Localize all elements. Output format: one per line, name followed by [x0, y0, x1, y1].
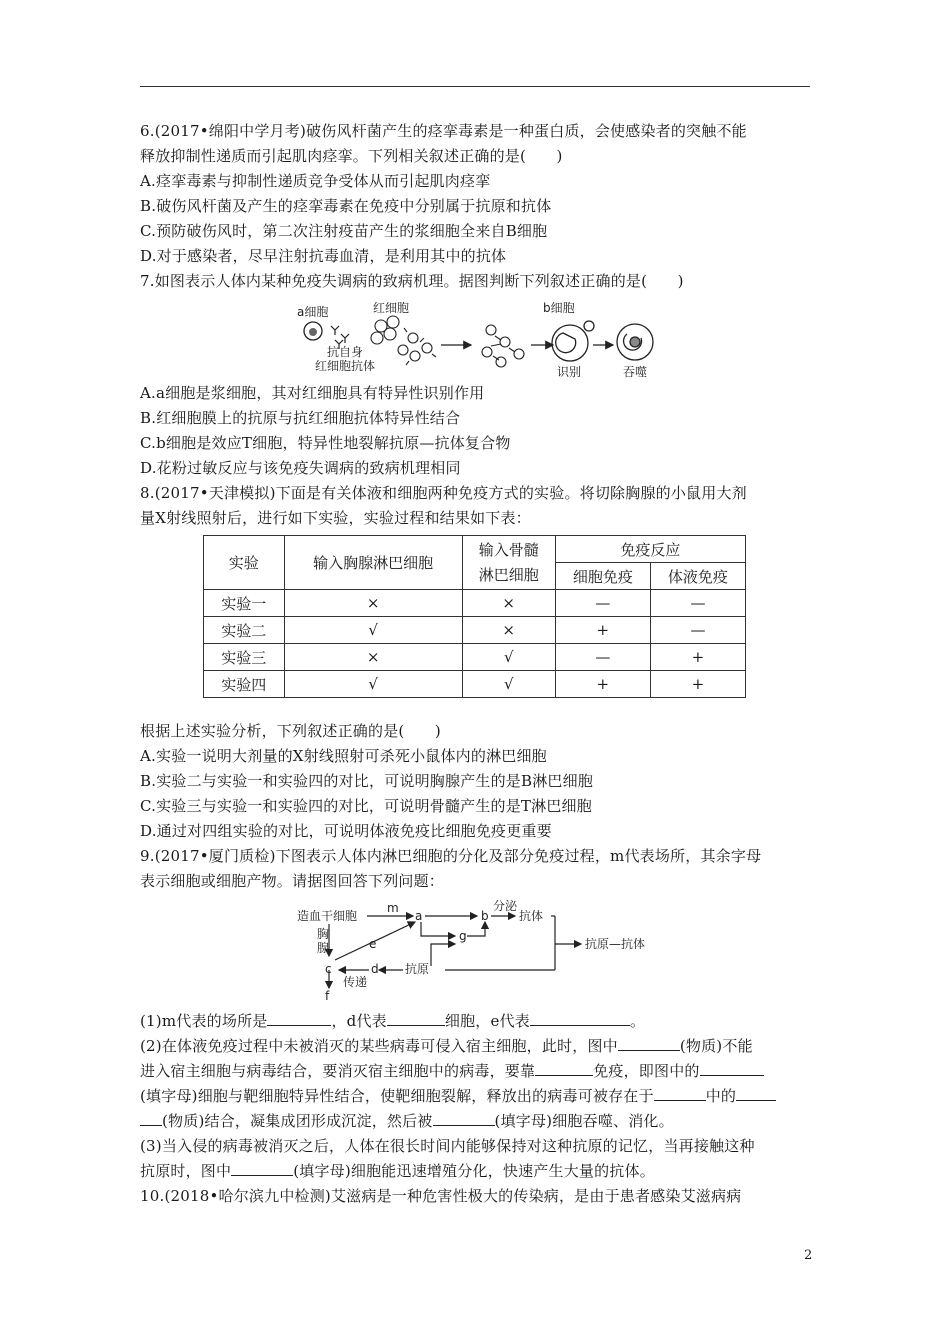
- stem-cell-label: 造血干细胞: [297, 909, 358, 923]
- b-cell-icon: [552, 321, 594, 361]
- answer-blank[interactable]: [231, 1161, 293, 1176]
- answer-blank[interactable]: [618, 1036, 680, 1051]
- secrete-label: 分泌: [493, 900, 518, 913]
- q9-part2-line1: [140, 1036, 753, 1056]
- antibody-node: 抗体: [519, 909, 544, 923]
- q6-stem-line1: 6.(2017•绵阳中学月考)破伤风杆菌产生的痉挛毒素是一种蛋白质，会使感染者的突触不能: [140, 122, 747, 140]
- answer-blank[interactable]: [535, 1061, 593, 1076]
- q7-figure: [295, 298, 665, 382]
- answer-blank[interactable]: [267, 1011, 331, 1026]
- q9-part2-text-a: (2)在体液免疫过程中未被消灭的某些病毒可侵入宿主细胞，此时，图中: [140, 1037, 618, 1055]
- table-cell: √: [462, 671, 555, 698]
- q7-option-d: D.花粉过敏反应与该免疫失调病的致病机理相同: [140, 459, 461, 477]
- answer-blank[interactable]: [700, 1061, 764, 1076]
- header-experiment: 实验: [204, 536, 285, 590]
- answer-blank[interactable]: [736, 1086, 776, 1101]
- page-number: 2: [804, 1248, 813, 1263]
- table-cell: ×: [462, 590, 555, 617]
- q7-option-a: A.a细胞是浆细胞，其对红细胞具有特异性识别作用: [140, 384, 485, 402]
- q9-part2-text-b: (物质)不能: [679, 1037, 753, 1055]
- q9-part2-text-e: (填字母)细胞与靶细胞特异性结合，使靶细胞裂解，释放出的病毒可被存在于: [140, 1087, 654, 1105]
- table-cell: 实验三: [204, 644, 285, 671]
- q7-option-b: B.红细胞膜上的抗原与抗红细胞抗体特异性结合: [140, 409, 461, 427]
- table-row: [204, 644, 746, 671]
- q8-option-d: D.通过对四组实验的对比，可说明体液免疫比细胞免疫更重要: [140, 822, 552, 840]
- q7-stem: 7.如图表示人体内某种免疫失调病的致病机理。据图判断下列叙述正确的是( ): [140, 272, 684, 290]
- table-cell: —: [555, 644, 650, 671]
- answer-blank[interactable]: [433, 1111, 495, 1126]
- b-node: b: [481, 909, 489, 923]
- table-cell: ×: [462, 617, 555, 644]
- q9-part1-text-d: 。: [629, 1012, 646, 1030]
- b-cell-label: b细胞: [543, 301, 575, 315]
- q9-flow-diagram: [295, 900, 665, 1002]
- table-cell: —: [555, 590, 650, 617]
- table-cell: 实验一: [204, 590, 285, 617]
- q9-part1: [140, 1011, 645, 1031]
- q10-stem: 10.(2018•哈尔滨九中检测)艾滋病是一种危害性极大的传染病，是由于患者感染艾滋病病: [140, 1187, 742, 1205]
- answer-blank[interactable]: [530, 1011, 630, 1026]
- answer-blank[interactable]: [654, 1086, 706, 1101]
- table-row: [204, 617, 746, 644]
- q9-part2-text-f: 中的: [705, 1087, 737, 1105]
- header-marrow-input: [462, 536, 555, 590]
- table-cell: —: [650, 617, 745, 644]
- m-label: m: [387, 901, 399, 915]
- red-cell-label: 红细胞: [373, 301, 410, 315]
- table-cell: +: [555, 617, 650, 644]
- answer-blank[interactable]: [140, 1111, 162, 1126]
- table-cell: —: [650, 590, 745, 617]
- c-node: c: [325, 962, 332, 976]
- q9-stem-line2: 表示细胞或细胞产物。请据图回答下列问题：: [140, 872, 445, 890]
- transfer-label: 传递: [343, 975, 368, 989]
- q6-option-d: D.对于感染者，尽早注射抗毒血清，是利用其中的抗体: [140, 247, 507, 265]
- experiment-table: [203, 535, 746, 698]
- table-row: [204, 671, 746, 698]
- q8-stem-line1: 8.(2017•天津模拟)下面是有关体液和细胞两种免疫方式的实验。将切除胸腺的小鼠用大剂: [140, 484, 747, 502]
- table-cell: +: [555, 671, 650, 698]
- table-cell: 实验二: [204, 617, 285, 644]
- table-cell: ×: [284, 644, 462, 671]
- q8-option-c: C.实验三与实验一和实验四的对比，可说明骨髓产生的是T淋巴细胞: [140, 797, 592, 815]
- q9-stem-line1: 9.(2017•厦门质检)下图表示人体内淋巴细胞的分化及部分免疫过程，m代表场所，其余字母: [140, 847, 762, 865]
- q9-part3-text-c: (填字母)细胞能迅速增殖分化，快速产生大量的抗体。: [293, 1162, 655, 1180]
- q8-option-b: B.实验二与实验一和实验四的对比，可说明胸腺产生的是B淋巴细胞: [140, 772, 594, 790]
- red-cell-cluster-icon: [371, 316, 399, 344]
- f-node: f: [325, 989, 330, 1002]
- q9-part2-text-g: (物质)结合，凝集成团形成沉淀，然后被: [162, 1112, 433, 1130]
- q9-part2-line2: [140, 1061, 764, 1081]
- table-cell: +: [650, 644, 745, 671]
- d-node: d: [371, 962, 379, 976]
- table-cell: √: [284, 671, 462, 698]
- engulf-label: 吞噬: [623, 365, 648, 379]
- q7-option-c: C.b细胞是效应T细胞，特异性地裂解抗原—抗体复合物: [140, 434, 511, 452]
- header-thymus-input: 输入胸腺淋巴细胞: [284, 536, 462, 590]
- q6-stem-line2: 释放抑制性递质而引起肌肉痉挛。下列相关叙述正确的是( ): [140, 147, 563, 165]
- q8-analysis-prompt: 根据上述实验分析，下列叙述正确的是( ): [140, 722, 441, 740]
- header-humoral-immunity: 体液免疫: [650, 563, 745, 590]
- q9-part2-text-h: (填字母)细胞吞噬、消化。: [494, 1112, 674, 1130]
- table-cell: +: [650, 671, 745, 698]
- antibody-label-line1: 抗自身: [327, 345, 364, 359]
- q9-part1-text-c: 细胞，e代表: [444, 1012, 530, 1030]
- table-cell: 实验四: [204, 671, 285, 698]
- q6-option-b: B.破伤风杆菌及产生的痉挛毒素在免疫中分别属于抗原和抗体: [140, 197, 552, 215]
- table-cell: ×: [284, 590, 462, 617]
- header-immune-response: 免疫反应: [555, 536, 745, 563]
- a-node: a: [415, 909, 423, 923]
- q9-part1-text-b: ，d代表: [331, 1012, 387, 1030]
- answer-blank[interactable]: [387, 1011, 445, 1026]
- antibody-label-line2: 红细胞抗体: [315, 359, 376, 373]
- header-cell-immunity: 细胞免疫: [555, 563, 650, 590]
- q9-part2-line3: [140, 1086, 776, 1106]
- thymus-label-1: 胸: [317, 927, 330, 941]
- a-cell-icon: [304, 322, 322, 340]
- q9-part3-line1: (3)当入侵的病毒被消灭之后，人体在很长时间内能够保持对这种抗原的记忆，当再接触这种: [140, 1137, 755, 1155]
- q6-option-a: A.痉挛毒素与抑制性递质竞争受体从而引起肌肉痉挛: [140, 172, 491, 190]
- phagocytosis-icon: [617, 324, 653, 360]
- q9-part2-text-c: 进入宿主细胞与病毒结合，要消灭宿主细胞中的病毒，要靠: [140, 1062, 536, 1080]
- a-cell-label: a细胞: [297, 305, 329, 319]
- complex-node: 抗原—抗体: [585, 937, 646, 951]
- table-cell: √: [284, 617, 462, 644]
- q9-part3-text-b: 抗原时，图中: [140, 1162, 232, 1180]
- q9-part3-line2: [140, 1161, 655, 1181]
- q8-stem-line2: 量X射线照射后，进行如下实验，实验过程和结果如下表：: [140, 509, 531, 527]
- agglutinated-cells-icon: [482, 325, 524, 367]
- table-cell: √: [462, 644, 555, 671]
- q6-option-c: C.预防破伤风时，第二次注射疫苗产生的浆细胞全来自B细胞: [140, 222, 548, 240]
- bound-red-cells-icon: [398, 328, 436, 365]
- header-marrow-line2: 淋巴细胞: [478, 565, 539, 584]
- q9-part1-text-a: (1)m代表的场所是: [140, 1012, 268, 1030]
- recognize-label: 识别: [557, 365, 582, 379]
- q9-part2-text-d: 免疫，即图中的: [593, 1062, 700, 1080]
- g-node: g: [459, 929, 467, 943]
- q9-part2-line4: [140, 1111, 674, 1131]
- antigen-node: 抗原: [405, 962, 430, 976]
- header-rule: [140, 86, 810, 87]
- header-marrow-line1: 输入骨髓: [478, 540, 539, 559]
- thymus-label-2: 腺: [317, 941, 330, 955]
- e-node: e: [369, 937, 377, 951]
- q8-option-a: A.实验一说明大剂量的X射线照射可杀死小鼠体内的淋巴细胞: [140, 747, 547, 765]
- table-row: [204, 590, 746, 617]
